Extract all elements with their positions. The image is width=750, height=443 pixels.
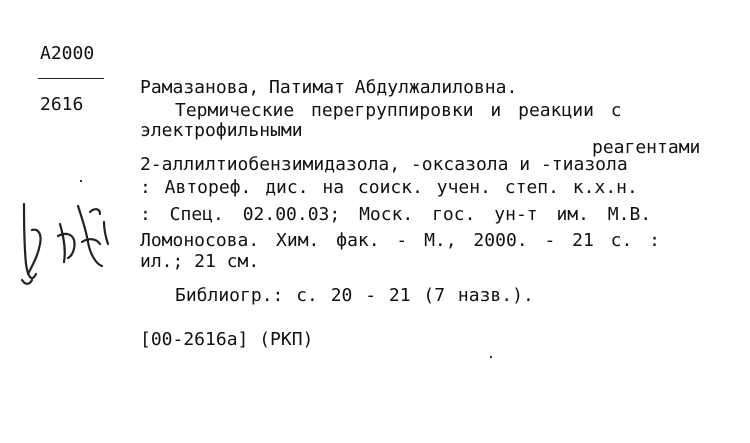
desc-line-4: ил.; 21 см. [140,251,260,272]
card-code-top: A2000 [40,43,95,64]
shelfmark-line: [00-2616а] (РКП) [140,329,314,350]
code-divider [38,78,104,79]
title-line-2a: электрофильными [140,120,303,141]
author-line: Рамазанова, Патимат Абдулжалиловна. [140,77,518,98]
title-line-1: Термические перегруппировки и реакции с [175,100,622,121]
speck [80,180,82,182]
bibliography-line: Библиогр.: с. 20 - 21 (7 назв.). [175,285,534,306]
title-line-2b: реагентами [592,137,701,158]
title-line-3: 2-аллилтиобензимидазола, -оксазола и -тиазола [140,154,628,175]
card-code-bottom: 2616 [40,94,84,115]
speck [490,356,492,358]
desc-line-2: : Спец. 02.00.03; Моск. гос. ун-т им. М.В. [140,204,652,225]
desc-line-1: : Автореф. дис. на соиск. учен. степ. к.х.н. [140,177,638,198]
handwritten-signature-icon [18,182,128,302]
desc-line-3: Ломоносова. Хим. фак. - М., 2000. - 21 с. : [140,230,660,251]
